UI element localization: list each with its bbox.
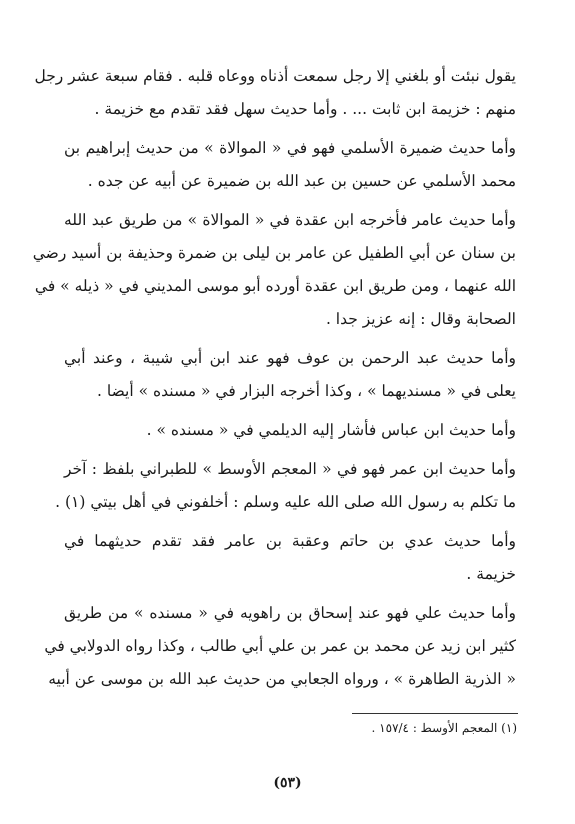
- footnote: (١) المعجم الأوسط : ١٥٧/٤ .: [371, 721, 517, 735]
- text-line: بن سنان عن أبي الطفيل عن عامر بن ليلى بن ضمرة وحذيفة بن أسيد رضي: [32, 244, 516, 262]
- text-line: الصحابة وقال : إنه عزيز جدا .: [325, 310, 516, 328]
- text-line: وأما حديث ضميرة الأسلمي فهو في « الموالاة » من حديث إبراهيم بن: [64, 139, 516, 157]
- footnote-divider: [352, 713, 518, 714]
- text-line: وأما حديث ابن عمر فهو في « المعجم الأوسط » للطبراني بلفظ : آخر: [64, 460, 516, 478]
- main-text: [32, 60, 516, 696]
- text-line: وأما حديث عدي بن حاتم وعقبة بن عامر فقد تقدم حديثهما في: [64, 532, 516, 550]
- text-line: ما تكلم به رسول الله صلى الله عليه وسلم : أخلفوني في أهل بيتي (١) .: [55, 493, 516, 511]
- text-line: كثير ابن زيد عن محمد بن عمر بن علي أبي طالب ، وكذا رواه الدولابي في: [44, 637, 516, 655]
- page-number: (٥٣): [273, 775, 302, 791]
- text-line: وأما حديث عبد الرحمن بن عوف فهو عند ابن أبي شيبة ، وعند أبي: [64, 349, 516, 367]
- text-line: منهم : خزيمة ابن ثابت ... . وأما حديث سهل فقد تقدم مع خزيمة .: [94, 100, 516, 118]
- text-line: وأما حديث ابن عباس فأشار إليه الديلمي في « مسنده » .: [146, 421, 516, 439]
- text-line: « الذرية الطاهرة » ، ورواه الجعابي من حديث عبد الله بن موسى عن أبيه: [48, 670, 516, 688]
- text-line: وأما حديث علي فهو عند إسحاق بن راهويه في « مسنده » من طريق: [64, 604, 516, 622]
- text-line: يقول نبئت أو بلغني إلا رجل سمعت أذناه ووعاه قلبه . فقام سبعة عشر رجل: [34, 67, 516, 85]
- text-line: محمد الأسلمي عن حسين بن عبد الله بن ضميرة عن أبيه عن جده .: [87, 172, 516, 190]
- text-line: الله عنهما ، ومن طريق ابن عقدة أورده أبو موسى المديني في « ذيله » في: [34, 277, 516, 295]
- text-line: يعلى في « مسنديهما » ، وكذا أخرجه البزار في « مسنده » أيضا .: [97, 382, 516, 400]
- text-line: وأما حديث عامر فأخرجه ابن عقدة في « الموالاة » من طريق عبد الله: [64, 211, 516, 229]
- text-line: خزيمة .: [466, 565, 516, 583]
